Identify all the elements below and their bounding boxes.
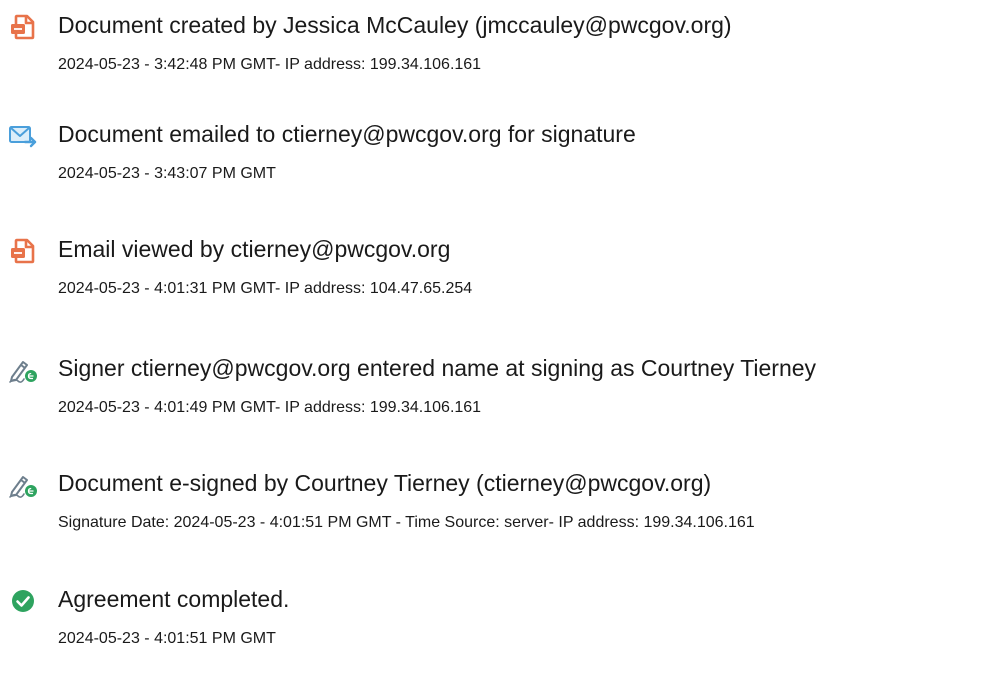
audit-event-completed [0, 584, 986, 674]
event-detail: 2024-05-23 - 4:01:51 PM GMT [58, 630, 276, 647]
check-circle-icon [8, 586, 38, 616]
event-detail: 2024-05-23 - 3:43:07 PM GMT [58, 165, 276, 182]
audit-event-viewed [0, 234, 986, 324]
event-detail: Signature Date: 2024-05-23 - 4:01:51 PM GMT - Time Source: server- IP address: 199.34.106.161 [58, 514, 755, 531]
event-title: Agreement completed. [58, 586, 290, 612]
event-title: Signer ctierney@pwcgov.org entered name at signing as Courtney Tierney [58, 355, 817, 381]
email-sent-icon [8, 121, 38, 151]
event-detail: 2024-05-23 - 3:42:48 PM GMT- IP address: 199.34.106.161 [58, 56, 482, 73]
document-icon [8, 236, 38, 266]
pen-signature-icon [8, 355, 38, 385]
event-title: Document e-signed by Courtney Tierney (ctierney@pwcgov.org) [58, 470, 712, 496]
event-title: Email viewed by ctierney@pwcgov.org [58, 236, 451, 262]
audit-event-name-entered [0, 353, 986, 443]
pen-signature-icon [8, 470, 38, 500]
audit-event-signed [0, 468, 986, 558]
event-title: Document created by Jessica McCauley (jmccauley@pwcgov.org) [58, 12, 732, 38]
event-title: Document emailed to ctierney@pwcgov.org for signature [58, 121, 636, 147]
document-icon [8, 12, 38, 42]
audit-event-created [0, 10, 986, 100]
event-detail: 2024-05-23 - 4:01:31 PM GMT- IP address: 104.47.65.254 [58, 280, 473, 297]
audit-event-emailed [0, 119, 986, 209]
event-detail: 2024-05-23 - 4:01:49 PM GMT- IP address: 199.34.106.161 [58, 399, 482, 416]
